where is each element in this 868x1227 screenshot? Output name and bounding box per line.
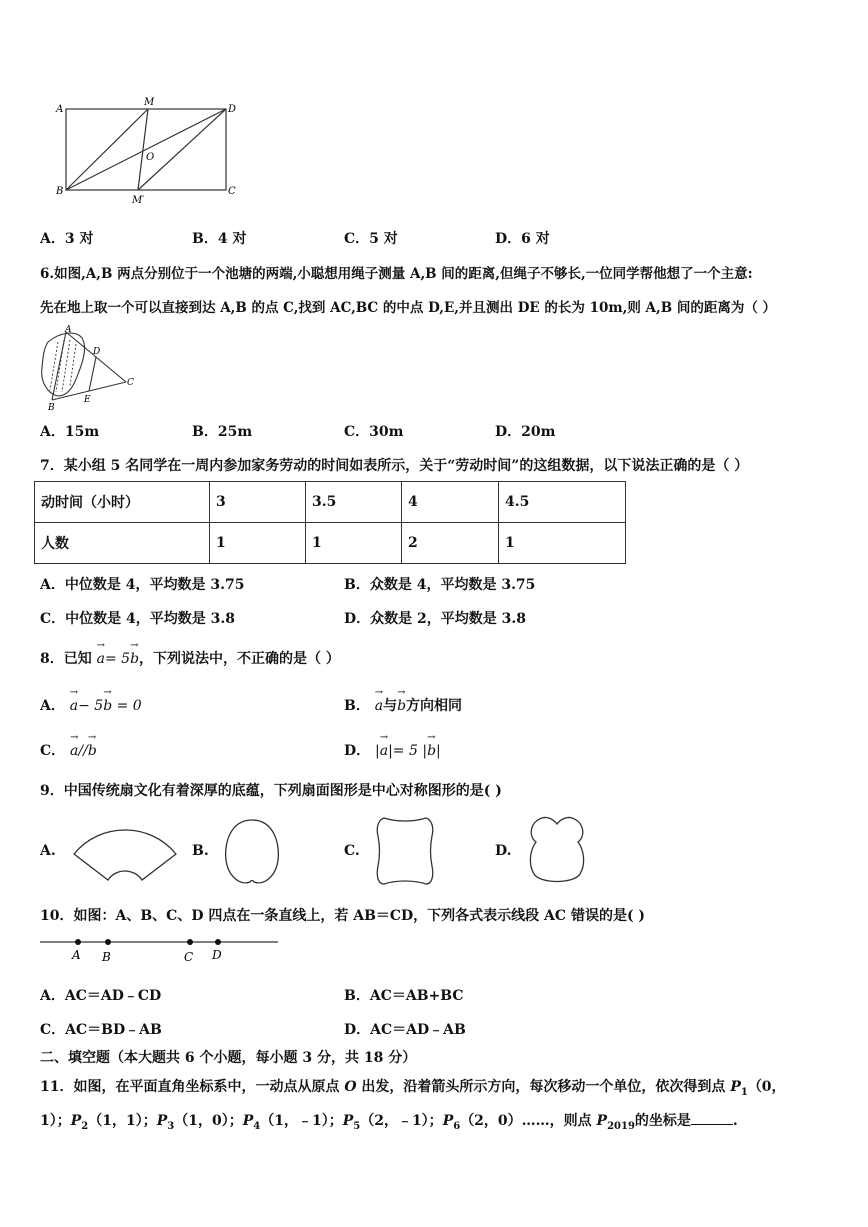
vector-b: → b	[88, 743, 97, 759]
option-text: 方向相同	[406, 698, 463, 714]
q6-label-a: A	[65, 325, 72, 335]
table-cell: 1	[210, 523, 306, 564]
q5-label-d: D	[228, 104, 237, 115]
q11-point: P	[156, 1113, 168, 1129]
q10-option-a[interactable]: A．AC＝AD﹣CD	[40, 988, 162, 1004]
q11-point: P	[70, 1113, 82, 1129]
q10-line-figure	[38, 932, 282, 966]
q11-subscript: 2019	[607, 1120, 635, 1132]
q6-label-e: E	[84, 395, 91, 405]
vector-b: → b	[427, 743, 436, 759]
table-cell: 1	[499, 523, 626, 564]
table-cell: 1	[306, 523, 402, 564]
q5-label-m: M	[144, 97, 155, 108]
q11-line1	[40, 1076, 786, 1098]
q7-option-b[interactable]: B．众数是 4，平均数是 3.75	[344, 577, 536, 593]
q5-option-c[interactable]: C．5 对	[344, 231, 398, 247]
vector-a: → a	[380, 743, 388, 759]
q11-text: 1）；	[40, 1113, 71, 1129]
q5-option-a[interactable]: A．3 对	[40, 231, 94, 247]
q11-text: （2，0）……，则点	[460, 1113, 597, 1129]
q11-text: 出发，沿着箭头所示方向，每次移动一个单位，依次得到点	[356, 1079, 731, 1095]
q9-fan-a-icon	[70, 818, 180, 884]
q11-text: 的坐标是	[634, 1113, 691, 1129]
q11-subscript: 6	[453, 1120, 461, 1132]
q11-subscript: 2	[81, 1120, 89, 1132]
table-cell: 3	[210, 482, 306, 523]
q7-option-d[interactable]: D．众数是 2，平均数是 3.8	[344, 611, 526, 627]
q6-option-d[interactable]: D．20m	[495, 424, 556, 440]
q11-text: （1，0）；	[174, 1113, 243, 1129]
q5-label-mprime: M′	[132, 195, 145, 206]
vector-a: → a	[70, 698, 78, 714]
q6-pond-figure	[36, 324, 140, 414]
option-letter: D．	[344, 743, 371, 759]
option-letter: A．	[40, 698, 65, 714]
q6-option-b[interactable]: B．25m	[192, 424, 253, 440]
table-cell: 动时间（小时）	[35, 482, 210, 523]
table-cell: 4	[402, 482, 499, 523]
q11-text: （1，﹣1）；	[260, 1113, 343, 1129]
q10-option-d[interactable]: D．AC＝AD﹣AB	[344, 1022, 466, 1038]
q7-option-c[interactable]: C．中位数是 4，平均数是 3.8	[40, 611, 235, 627]
q5-label-c: C	[228, 186, 236, 197]
q8-option-b[interactable]	[344, 695, 462, 715]
q11-text: .	[732, 1113, 738, 1129]
q9-fan-d-icon	[524, 812, 590, 888]
q9-option-b[interactable]: B.	[192, 843, 209, 859]
q9-stem: 9．中国传统扇文化有着深厚的底蕴，下列扇面图形是中心对称图形的是( )	[40, 783, 502, 799]
q11-text: （0，	[747, 1079, 786, 1095]
answer-blank[interactable]	[691, 1112, 733, 1125]
q11-text: 11．如图，在平面直角坐标系中，一动点从原点	[40, 1079, 345, 1095]
q7-stem: 7．某小组 5 名同学在一周内参加家务劳动的时间如表所示，关于“劳动时间”的这组数据，以下说法正确的是（ ）	[40, 458, 749, 474]
q11-line2	[40, 1110, 738, 1132]
table-cell: 人数	[35, 523, 210, 564]
table-row	[35, 482, 626, 523]
q7-data-table	[34, 481, 626, 564]
q7-option-a[interactable]: A．中位数是 4，平均数是 3.75	[40, 577, 245, 593]
option-letter: C．	[40, 743, 66, 759]
q5-option-b[interactable]: B．4 对	[192, 231, 247, 247]
math-text: |	[375, 743, 380, 759]
vector-b: → b	[103, 698, 112, 714]
q10-label-b: B	[102, 950, 111, 964]
q11-point: P	[442, 1113, 454, 1129]
vector-a: → a	[375, 698, 383, 714]
q11-text: （2，﹣1）；	[360, 1113, 443, 1129]
q6-stem-line2: 先在地上取一个可以直接到达 A,B 的点 C,找到 AC,BC 的中点 D,E,并且测出 DE 的长为 10m,则 A,B 间的距离为（ ）	[40, 300, 777, 316]
q5-label-o: O	[146, 152, 155, 163]
vector-a: → a	[70, 743, 78, 759]
q11-text: （1，1）；	[88, 1113, 157, 1129]
q10-label-d: D	[212, 948, 222, 962]
table-cell: 4.5	[499, 482, 626, 523]
q5-label-b: B	[56, 186, 64, 197]
q10-stem: 10．如图：A、B、C、D 四点在一条直线上，若 AB＝CD，下列各式表示线段 AC 错误的是( )	[40, 908, 646, 924]
q8-stem-math: = 5	[104, 651, 131, 667]
q11-subscript: 3	[167, 1120, 175, 1132]
option-text: 与	[383, 698, 398, 714]
option-letter: B．	[344, 698, 370, 714]
q11-subscript: 4	[253, 1120, 261, 1132]
q9-fan-b-icon	[220, 816, 284, 890]
q8-stem-prefix: 8．已知	[40, 651, 92, 667]
math-text: |= 5 |	[388, 743, 428, 759]
math-text: //	[78, 743, 88, 759]
q8-stem	[40, 648, 340, 668]
table-cell: 3.5	[306, 482, 402, 523]
q8-stem-suffix: ，下列说法中，不正确的是（ ）	[139, 651, 340, 667]
q6-label-c: C	[127, 378, 134, 388]
vector-a: → a	[97, 651, 105, 667]
math-text: |	[436, 743, 441, 759]
q11-point: P	[730, 1079, 741, 1095]
table-cell: 2	[402, 523, 499, 564]
q10-option-b[interactable]: B．AC＝AB+BC	[344, 988, 464, 1004]
q5-rectangle-figure	[52, 94, 242, 206]
q10-label-a: A	[72, 948, 81, 962]
q6-option-a[interactable]: A．15m	[40, 424, 100, 440]
q11-origin: O	[344, 1079, 357, 1095]
q8-option-c[interactable]	[40, 740, 97, 760]
table-row	[35, 523, 626, 564]
q6-stem-line1: 6.如图,A,B 两点分别位于一个池塘的两端,小聪想用绳子测量 A,B 间的距离,但绳子不够长,一位同学帮他想了一个主意:	[40, 266, 753, 282]
q9-option-c[interactable]: C.	[344, 843, 360, 859]
q9-fan-c-icon	[372, 814, 438, 888]
section-heading: 二、填空题（本大题共 6 个小题，每小题 3 分，共 18 分）	[40, 1050, 417, 1066]
vector-b: → b	[130, 651, 139, 667]
q9-option-a[interactable]: A.	[40, 843, 56, 859]
q8-option-a[interactable]	[40, 695, 142, 715]
q6-label-b: B	[48, 403, 55, 413]
q6-label-d: D	[93, 347, 101, 357]
q11-point: P	[242, 1113, 254, 1129]
q8-option-d[interactable]	[344, 740, 441, 760]
q11-point: P	[342, 1113, 354, 1129]
vector-b: → b	[397, 698, 406, 714]
q11-point: P	[596, 1113, 608, 1129]
math-text: − 5	[78, 698, 104, 714]
q5-option-d[interactable]: D．6 对	[495, 231, 550, 247]
q9-option-d[interactable]: D.	[495, 843, 512, 859]
q10-label-c: C	[184, 950, 194, 964]
q10-option-c[interactable]: C．AC＝BD﹣AB	[40, 1022, 162, 1038]
q11-subscript: 1	[740, 1086, 748, 1098]
q6-option-c[interactable]: C．30m	[344, 424, 404, 440]
math-text: = 0	[112, 698, 142, 714]
q11-subscript: 5	[353, 1120, 361, 1132]
q5-label-a: A	[56, 104, 64, 115]
